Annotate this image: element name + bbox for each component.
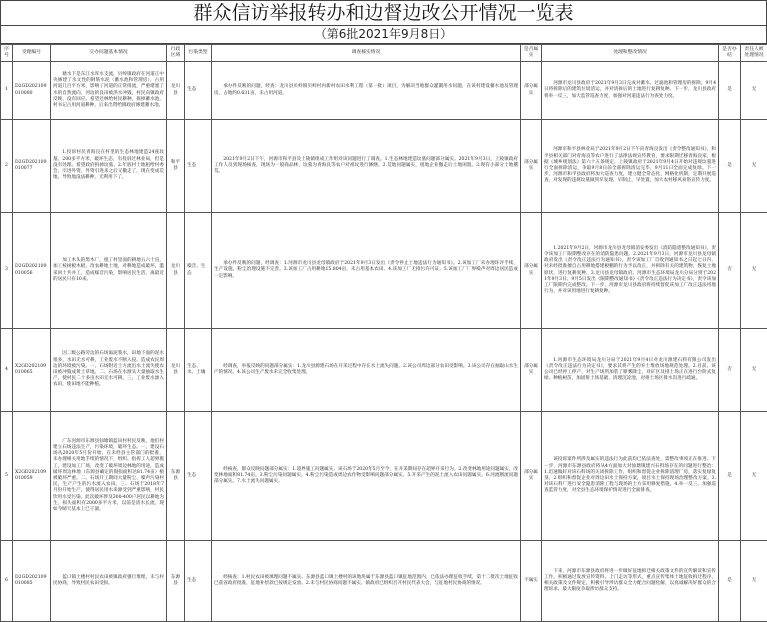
page-subtitle: （第6批2021年9月8日） [0, 25, 767, 44]
row-problem: 因二级公路旁边的石场溢泥浆水，田地下面的泥水很多，水田无水可耕，工业废水不断入侵。造成农民周边的环境被污染。一、石场附近土方流出水土流失使农田被冲毁成黄土草地。二、石场在水源头大量抽取水生产，使村民二十多亩水田无水可耕。三、工业废水渗入农田，使田地不能种植。 [51, 329, 167, 412]
row-true: 部分属实 [521, 62, 542, 120]
row-id: D2GD202109010077 [13, 120, 51, 213]
row-handling: 1.河源市生态环境局龙川分局于2021年9月4日对龙川源建石料有限公司发出《责令改正违法行为决定书》，要求其将产生的弃土堆放场地规范处理。2.目前，该公司已经停工停产，对生产场所加装了喷雾降尘，对矿区及排土场正在进行台阶式复绿、种植树苗，加固排土场基础，清理沉淀池，对排土场区排水沟进行疏通。 [542, 329, 719, 412]
row-true: 部分属实 [521, 213, 542, 329]
table-row [1, 329, 767, 412]
row-region: 和平县 [167, 120, 185, 213]
header-no: 序号 [1, 45, 13, 62]
table-row [1, 541, 767, 622]
table-row [1, 120, 767, 213]
row-handling: 1.2021年9月2日，河源市龙川县龙母镇消安委发出《消防隐患整改通知书》，责令该加工厂限期整改存在的消防隐患问题。2.2021年9月3日，河源市龙川县龙母镇政府发出《责令改正违法行为通知书》，责令该加工厂自收到通知书之日起七日内，对未经批准擅自占用耕地搭建板棚的行为予以改正，并拆除有关的建筑物，恢复土地原状，进行复耕复种。3.龙川县龙母镇政府、河源市生态环境局龙川分局分别于2021年9月3日、9月5日发出《限期整改通知书》《责令改正违法行为决定书》，责令该加工厂限期内完成整改。下一步，河源市龙川县政府将持续督促该加工厂改正违法用地行为，并对该用地进行复耕复种。 [542, 213, 719, 329]
disclosure-table [0, 44, 767, 622]
row-problem: 塘水下是东江水库水支流，贝岭镇政府在河道正中央修建了水文性的钢筋水泥（蓄水池和管理房），占用河道几百平方米，影响了河道的正常排流，严重堵塞了水的自然流向，河边的良田被洪水冲毁。村民向镇政府反映，没有回应。希望还林给村民耕种，拆掉蓄水池，村书记占用河道耕种，后来出资给镇政府修建蓄水池。 [51, 62, 167, 120]
row-investigation: 经核查，群众反映问题部分属实：1.超界施工问题属实。该石场于2020年5月至今，在开采期间存在超界开采行为。2.改变林地用途问题属实，改变林地面积81.74亩。3.粉尘污染问题属实。4.粉尘污染造成周边农作物受影响问题部分属实。5.开采产生的泥土流入农田问题属实。6.河流断流问题部分属实。7.水土流失问题属实。 [212, 412, 521, 541]
row-handling: 该投诉案件所涉及属实的违法行为此前均已依法查处，需整改事项正在推进。下一步，河源市东源县政府将从4方面加大对仙塘镇建兴石料场存在的问题进行整治：1.迅速做好对该石料场的关闭拆除工作，组织和督促企业拆除清理厂房，落实复绿复垦。2.组织和督促企业对周边田水土保持方案，项目水土保持现场治理整改方案。3.对该石料厂进行安全隐患消除工程与现场的土方采用修复措施。4.举一反三，加强巡查监管力度，对全县生态环境保护情况进行全面排查。 [542, 412, 719, 541]
row-type: 生态 [185, 120, 212, 213]
row-no: 3 [1, 213, 13, 329]
row-problem: 1.投诉村民青海良在村里的生态林地建造24座坟墓，200多平方米，破坏生态，有投诉过林业局，但是没有处理。希望政府拆掉坟墓。2.年底村土地租给村委会，引进外资，外资引进来之后又撤走了，现在变成荒地，导致地没法耕种，无利用下了。 [51, 120, 167, 213]
row-region: 龙川县 [167, 329, 185, 412]
row-true: 部分属实 [521, 120, 542, 213]
header-done: 是否办结 [719, 45, 741, 62]
row-person: 无 [741, 412, 767, 541]
row-region: 龙川县 [167, 62, 185, 120]
row-person: 无 [741, 120, 767, 213]
row-person: 无 [741, 213, 767, 329]
row-no: 4 [1, 329, 13, 412]
row-investigation: 承办件反映的问题，经调查：1.河源市龙川县龙母镇政府于2021年9月3日发出《责令停止土地违法行为通知书》。2.该加工厂未办理环评手续，生产设施、粉尘治理设施不完善。3.该加工厂占用耕地15.804亩，未占用基本农田。4.该加工厂无排污许可证。5.该加工厂厂界噪声对周边居民造成一定影响。 [212, 213, 521, 329]
header-problem: 交办问题基本情况 [51, 45, 167, 62]
header-investigation: 调查核实情况 [212, 45, 521, 62]
row-handling: 河源市龙川县政府于2021年9月3日完成对蓄水、过滤池和管理房的拆除，9月4日将拆除后的建筑垃圾清运，并对清拆后的土地进行复耕复种。下一步，龙川县政府将举一反三，加大监管巡查力度，加强对河道违法行为查处力度。 [542, 62, 719, 120]
row-investigation: 经调查，举报反映的问题部分属实：1.龙川县源建石场在开采过程中存在水土流失问题。2.该公司周边部分农田受影响。3.该公司存在抽取山水生产的情况。4.该公司生产废水未完全收集处理。 [212, 329, 521, 412]
row-person: 无 [741, 541, 767, 622]
row-problem: 广东河源市东源县仙塘镇蓝田村村民反映，他们村建立石场违法生产，污染环境，破坏生态。一、建设石场从2020年5月份开始，在未经县主管部门的批准，未办理相关用地手续的情况下，组织、指挥工人超界施工，建设加工厂场，改变了破坏周边林地的用途，造成破坏周边林地（东源县确定的毁损面积达81.74亩）植被破坏严重。二、石场开工期间大量粉尘、噪声污染村民，生产产生的污水流入农田。三、石场于2018年7月份开始生产，使得居民用水来源受到严重影响，村民饮用水受污染。此次破坏涉及300-400户居民以耕地为生，损失面积有2000多平方米，以前是清水长流，现如今晴天基本上已干涸。 [51, 412, 167, 541]
row-id: X2GD202109010059 [13, 412, 51, 541]
header-id: 受理编号 [13, 45, 51, 62]
row-id: D2GD202109010056 [13, 213, 51, 329]
row-no: 6 [1, 541, 13, 622]
row-type: 生态、水、土壤 [185, 329, 212, 412]
row-person: 无 [741, 62, 767, 120]
row-done: 是 [719, 412, 741, 541]
row-handling: 下来，河源市东源县政府将进一步做好征地拆迁相关政策文件的宣传解读和宣传工作，积极通过发放宣传资料、上门走访等形式，重点宣传集体土地征收拆迁程序、相关政策及文件规定，积极引导涉访群众全力配合问题化解，以真诚解决好群众的合理诉求，最大限度争取涉访群众支持。 [542, 541, 719, 622]
row-person: 无 [741, 329, 767, 412]
row-region: 东源县 [167, 412, 185, 541]
row-done: 否 [719, 329, 741, 412]
header-region: 行政区域 [167, 45, 185, 62]
row-problem: 加工木头的黑木厂，租了村里面的耕地五六十亩，加工桉树板木板，改农耕地土地，对耕地造成破坏，滥采回土共并工，造成噪音污染，影响居民生活，离最近的居民只有10来。 [51, 213, 167, 329]
row-id: D2GD202109010080 [13, 62, 51, 120]
row-region: 龙川县 [167, 213, 185, 329]
header-type: 污染类型 [185, 45, 212, 62]
header-person: 责任人被处理情况 [741, 45, 767, 62]
row-no: 1 [1, 62, 13, 120]
row-investigation: 承办件反映的问题，经查：龙川县贝岭镇贝岭村丙新村农田水利工程（第一批）项目，为解决当地群众灌溉用水问题，在该村建设蓄水池及管理房，占地约0.631亩，未占用河道。 [212, 62, 521, 120]
row-true: 部分属实 [521, 412, 542, 541]
row-type: 生态 [185, 412, 212, 541]
row-id: X2GD202109010065 [13, 329, 51, 412]
row-investigation: 经核查：1.村民农田被填埋问题不属实。东源县蓝口镇土楼村的该地块属于东源县蓝口镇征地范围内，已依法办理征收手续，第十二批次土地征收已获省政府批准，征地补偿款已按规定发放。2.未与村民协商问题不属实。镇政府已组织召开村民代表大会，与征地村民协商的情况。 [212, 541, 521, 622]
row-done: 是 [719, 120, 741, 213]
table-row [1, 62, 767, 120]
row-problem: 蓝口镇土楼村村民农田被镇政府强行堆埋，未与村民协商，导致村民农田受损。 [51, 541, 167, 622]
header-true: 是否属实 [521, 45, 542, 62]
table-row [1, 412, 767, 541]
page-title: 群众信访举报转办和边督边改公开情况一览表 [0, 0, 767, 26]
row-id: D2GD202109010085 [13, 541, 51, 622]
row-done: 是 [719, 541, 741, 622]
row-type: 生态 [185, 62, 212, 120]
row-type: 噪音、生态 [185, 213, 212, 329]
row-handling: 河源市和平县林业局于2021年9月2日下午向青海良发出《责令整改通知书》，和平县相关部门对青海良等农户进行了法律法规宣传教育，要求限期迁移青海良家，根据《城乡规划法》第六十五条规定，上陵镇政府于2021年9月4日开始对违规坟墓进行全面拆除清运，争取9月8日前全部拆除清运完毕，9月11日全面完成复绿。下一步，河源市和平县政府将加大巡查力度，建立健全常态化、网格化机制，定期开展巡查，对发现的违规坟墓做到早发现、早制止、早处置，加大农村移风易俗宣传力度。 [542, 120, 719, 213]
row-done: 是 [719, 62, 741, 120]
table-row [1, 213, 767, 329]
row-true: 不属实 [521, 541, 542, 622]
row-no: 5 [1, 412, 13, 541]
header-handling: 处理和整改情况 [542, 45, 719, 62]
table-header [1, 45, 767, 62]
row-no: 2 [1, 120, 13, 213]
row-done: 否 [719, 213, 741, 329]
row-type: 生态 [185, 541, 212, 622]
row-region: 东源县 [167, 541, 185, 622]
row-true: 部分属实 [521, 329, 542, 412]
row-investigation: 2021年9月2日下午，河源市和平县及上陵镇组成工作组对该问题进行了调查。1.生态林地建造坟墓问题部分属实。2021年9月3日，上陵镇政府工作人员到现场核查，现场为一般商品林，坟墓为青海良等农户对祖坟进行修缮。2.荒地问题属实，租地企业撤走后土地闲置。3.现有小部分土地撂荒。 [212, 120, 521, 213]
